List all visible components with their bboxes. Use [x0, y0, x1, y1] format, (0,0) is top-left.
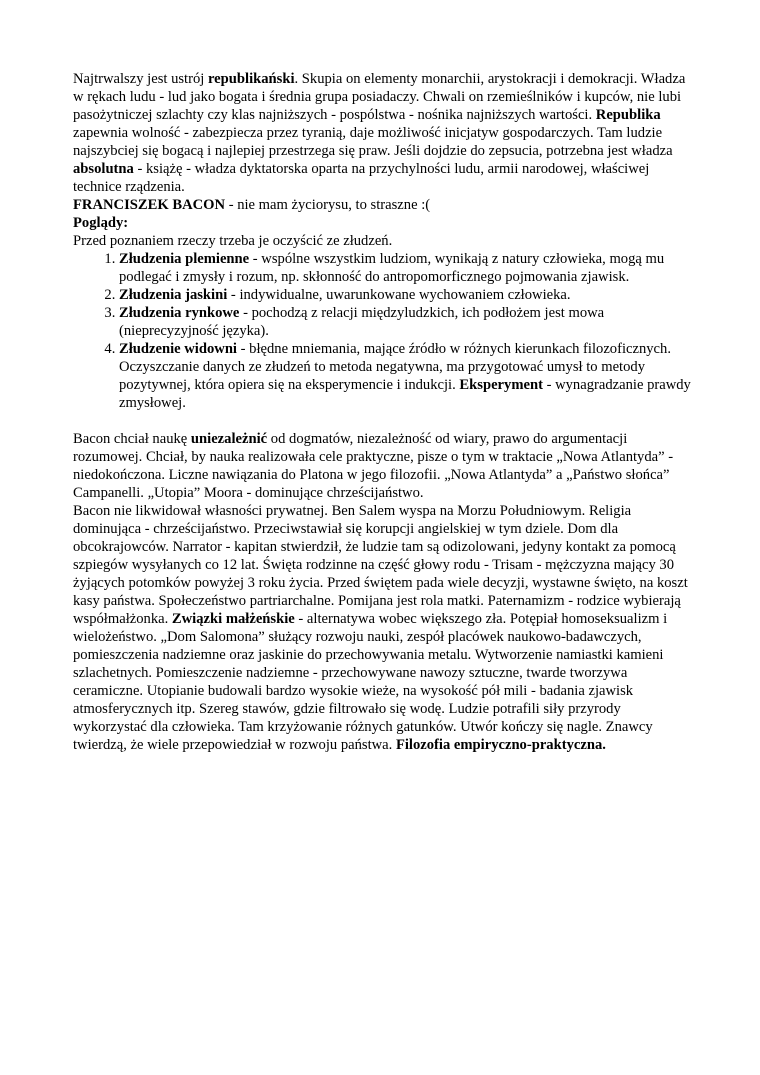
text-run: - książę - władza dyktatorska oparta na przychylności ludu, armii narodowej, właściwej technice rządzenia.: [73, 161, 650, 195]
text-run: - wynagradzanie prawdy zmysłowej.: [119, 377, 691, 411]
bold-term: Republika: [595, 107, 661, 123]
bold-term: Złudzenie widowni: [119, 341, 237, 357]
text-run: zapewnia wolność - zabezpiecza przez tyranią, daje możliwość inicjatyw gospodarczych. Tam ludzie najszybciej się bogacą i najlepiej przestrzega się praw. Jeśli dojdzie do zepsucia, potrzebna jest władza: [73, 125, 673, 159]
text-run: - pochodzą z relacji międzyludzkich, ich podłożem jest mowa (nieprecyzyjność języka).: [119, 305, 605, 339]
list-item: [119, 250, 693, 286]
text-run: Bacon chciał naukę: [73, 431, 191, 447]
bold-term: Związki małżeńskie: [171, 611, 295, 627]
bold-term: uniezależnić: [190, 431, 268, 447]
list-item: [119, 304, 693, 340]
text-run: - indywidualne, uwarunkowane wychowaniem człowieka.: [227, 287, 571, 303]
text-run: - nie mam życiorysu, to straszne :(: [225, 197, 431, 213]
text-run: - wspólne wszystkim ludziom, wynikają z natury człowieka, mogą mu podlegać i zmysły i rozum, np. skłonność do antropomorficznego pojmowania zjawisk.: [119, 251, 665, 285]
paragraph-new-atlantis: [73, 502, 693, 754]
text-run: - błędne mniemania, mające źródło w różnych kierunkach filozoficznych. Oczyszczanie danych ze złudzeń to metoda negatywna, ma przygotować umysł to metody pozytywnej, która opiera się na eksperymencie i indukcji.: [119, 341, 671, 393]
text-run: Najtrwalszy jest ustrój: [73, 71, 208, 87]
text-run: od dogmatów, niezależność od wiary, prawo do argumentacji rozumowej. Chciał, by nauka realizowała cele praktyczne, pisze o tym w traktacie „Nowa Atlantyda” - niedokończona. Liczne nawiązania do Platona w jego filozofii. „Nowa Atlantyda” a „Państwo słońca” Campanelli. „Utopia” Moora - dominujące chrześcijaństwo.: [73, 431, 674, 501]
paragraph-republic: [73, 70, 693, 196]
bold-term: Złudzenia jaskini: [119, 287, 228, 303]
text-run: - alternatywa wobec większego zła. Potępiał homoseksualizm i wielożeństwo. „Dom Salomona” służący rozwoju nauki, zespół placówek naukowo-badawczych, pomieszczenia nadziemne oraz jaskinie do przechowywania metalu. Wytworzenie namiastki kamieni szlachetnych. Pomieszczenie nadziemne - przechowywane nawozy sztuczne, twarde tworzywa ceramiczne. Utopianie budowali bardzo wysokie wieże, na wysokość pół mili - badania zjawisk atmosferycznych itp. Szereg stawów, gdzie filtrowało się wodę. Ludzie potrafili siły przyrody wykorzystać dla człowieka. Tam krzyżowanie różnych gatunków. Utwór kończy się nagle. Znawcy twierdzą, że wiele przepowiedział w rozwoju państwa.: [73, 611, 668, 753]
bold-term: Poglądy:: [73, 215, 129, 231]
bold-term: republikański: [207, 71, 295, 87]
bold-term: FRANCISZEK BACON: [73, 197, 226, 213]
text-run: . Skupia on elementy monarchii, arystokracji i demokracji. Władza w rękach ludu - lud jako bogata i średnia grupa posiadaczy. Chwali on rzemieślników i kupców, nie lubi pasożytniczej szlachty czy klas najniższych - pospólstwa - nośnika najniższych wartości.: [73, 71, 686, 123]
paragraph-bacon-science: [73, 430, 693, 502]
blank-line: [73, 412, 693, 430]
bold-term: Złudzenia plemienne: [119, 251, 250, 267]
intro-line: Przed poznaniem rzeczy trzeba je oczyścić ze złudzeń.: [73, 233, 393, 249]
text-run: Bacon nie likwidował własności prywatnej. Ben Salem wyspa na Morzu Południowym. Religia dominująca - chrześcijaństwo. Przeciwstawiał się korupcji angielskiej w tym dziele. Dom dla obcokrajowców. Narrator - kapitan stwierdził, że ludzie tam są odizolowani, jedyny kontakt za pomocą szpiegów wysyłanych co 12 lat. Święta rodzinne na część głowy rodu - Trisam - mężczyzna mający 30 żyjących potomków powyżej 3 roku życia. Przed świętem pada wiele decyzji, wystawne święto, na koszt kasy państwa. Społeczeństwo partriarchalne. Pomijana jest rola matki. Paternamizm - rodzice wybierają współmałżonka.: [73, 503, 688, 627]
bacon-heading: [73, 196, 693, 214]
list-item: [119, 340, 693, 412]
bold-term: absolutna: [73, 161, 134, 177]
views-heading: [73, 214, 693, 232]
bold-term: Złudzenia rynkowe: [119, 305, 240, 321]
bold-term: Filozofia empiryczno-praktyczna.: [395, 737, 606, 753]
document-page: [73, 70, 693, 754]
list-item: [119, 286, 693, 304]
illusions-list: [73, 250, 693, 412]
bold-term: Eksperyment: [459, 377, 543, 393]
